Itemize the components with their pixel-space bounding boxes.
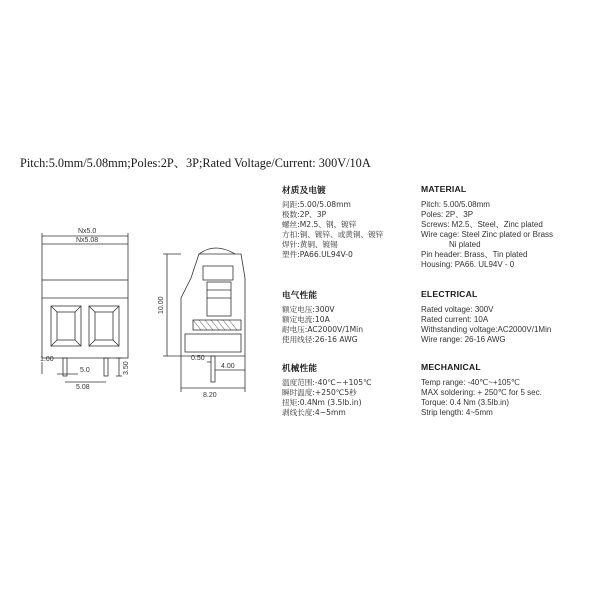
cn-material-line: 间距:5.00/5.08mm	[282, 200, 351, 209]
en-mechanical-list	[421, 378, 542, 418]
en-electrical-line: Rated current: 10A	[421, 315, 489, 324]
spec-headline: Pitch:5.0mm/5.08mm;Poles:2P、3P;Rated Voltage/Current: 300V/10A	[20, 156, 371, 170]
dim-0-50: 0.50	[191, 355, 205, 362]
cn-material-line: 焊针:黄铜、镀锡	[282, 239, 338, 249]
cn-material-line: 螺丝:M2.5、钢、镀锌	[282, 219, 357, 229]
cn-electrical-line: 使用线径:26-16 AWG	[282, 334, 358, 344]
cn-mechanical-line: 瞬时温度:+250℃5秒	[282, 387, 357, 397]
en-material-line: Poles: 2P、3P	[421, 210, 474, 219]
en-material-line: Ni plated	[449, 240, 481, 249]
cn-mechanical-line: 温度范围:-40℃~+105℃	[282, 378, 372, 387]
dim-1-00: 1.00	[40, 356, 54, 363]
en-mechanical-line: Torque: 0.4 Nm (3.5lb.in)	[421, 398, 510, 407]
cn-mechanical-line: 扭矩:0.4Nm (3.5lb.in)	[282, 397, 362, 407]
en-electrical-list	[421, 305, 551, 345]
cn-electrical-list	[282, 305, 363, 345]
cn-material-line: 极数:2P、3P	[282, 209, 327, 219]
en-electrical-title: ELECTRICAL	[421, 289, 478, 299]
en-material-line: Screws: M2.5、Steel、Zinc plated	[421, 220, 543, 229]
cn-electrical-line: 额定电流:10A	[282, 314, 330, 324]
cn-material-title: 材质及电镀	[282, 185, 326, 195]
dim-4-00: 4.00	[221, 363, 235, 370]
en-electrical-line: Wire range: 26-16 AWG	[421, 335, 506, 344]
cn-mechanical-list	[282, 378, 372, 418]
cn-material-list	[282, 200, 383, 259]
dim-10-00: 10.00	[158, 296, 165, 314]
cn-electrical-line: 耐电压:AC2000V/1Min	[282, 324, 364, 334]
cn-material-line: 方扣:铜、镀锌、或黄铜、镀锌	[282, 229, 384, 239]
dim-nx508: Nx5.08	[76, 237, 99, 244]
cn-material-line: 塑件:PA66.UL94V-0	[282, 249, 353, 259]
side-view-drawing	[153, 238, 263, 403]
cn-mechanical-line: 剥线长度:4~5mm	[282, 407, 346, 417]
front-view-drawing	[20, 222, 150, 397]
dim-3-50: 3.50	[123, 361, 130, 375]
en-material-line: Housing: PA66. UL94V - 0	[421, 260, 515, 269]
en-material-list	[421, 200, 553, 270]
en-electrical-line: Withstanding voltage:AC2000V/1Min	[421, 325, 552, 334]
dim-5-0: 5.0	[80, 367, 90, 374]
dim-8-20: 8.20	[203, 392, 217, 399]
cn-electrical-title: 电气性能	[282, 290, 318, 300]
cn-mechanical-title: 机械性能	[282, 363, 318, 373]
en-mechanical-title: MECHANICAL	[421, 362, 481, 372]
en-material-title: MATERIAL	[421, 184, 467, 194]
en-mechanical-line: Strip length: 4~5mm	[421, 408, 493, 417]
en-mechanical-line: MAX soldering: + 250℃ for 5 sec.	[421, 388, 542, 397]
cn-electrical-line: 额定电压:300V	[282, 305, 335, 314]
en-material-line: Wire cage: Steel Zinc plated or Brass	[421, 230, 554, 239]
en-electrical-line: Rated voltage: 300V	[421, 305, 494, 314]
en-material-line: Pitch: 5.00/5.08mm	[421, 200, 490, 209]
dim-5-08: 5.08	[76, 384, 90, 391]
dim-nx50: Nx5.0	[78, 228, 97, 235]
en-material-line: Pin header: Brass、Tin plated	[421, 250, 528, 259]
en-mechanical-line: Temp range: -40℃~+105℃	[421, 378, 520, 387]
